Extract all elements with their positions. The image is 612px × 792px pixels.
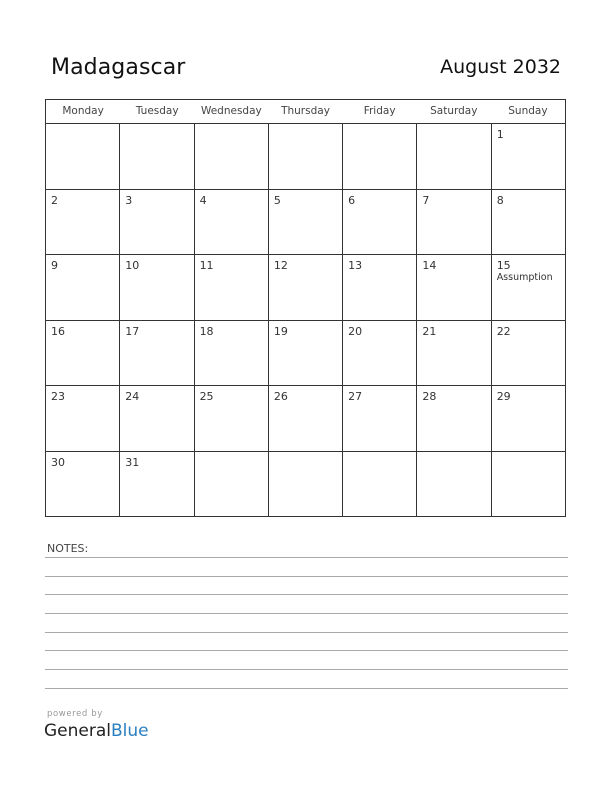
week-row-5 — [46, 386, 565, 452]
day-cell — [269, 386, 343, 451]
day-number: 18 — [199, 324, 214, 338]
day-number: 31 — [125, 455, 140, 469]
day-number: 30 — [51, 455, 65, 469]
week-row-4 — [46, 321, 565, 387]
day-number: 24 — [125, 390, 140, 403]
day-cell — [417, 321, 491, 386]
day-number: 1 — [496, 128, 504, 141]
weekday-wednesday: Wednesday — [200, 105, 262, 117]
day-cell — [120, 452, 194, 518]
powered-by-text: powered by — [47, 709, 103, 719]
day-number: 10 — [125, 259, 140, 272]
day-cell — [269, 255, 343, 320]
day-number: 20 — [348, 324, 363, 338]
weekday-thursday: Thursday — [281, 105, 330, 117]
day-number: 16 — [51, 324, 65, 338]
day-cell — [195, 321, 269, 386]
day-cell — [343, 190, 417, 255]
weekday-saturday: Saturday — [430, 105, 478, 117]
day-number: 4 — [199, 193, 207, 207]
day-cell — [46, 386, 120, 451]
day-number: 11 — [199, 259, 214, 272]
day-cell — [492, 124, 565, 189]
day-cell — [343, 124, 417, 189]
day-number: 12 — [273, 259, 288, 272]
day-cell — [417, 124, 491, 189]
day-cell — [46, 452, 120, 518]
day-cell — [492, 386, 565, 451]
notes-line — [45, 669, 568, 670]
notes-line — [45, 557, 568, 558]
day-cell — [343, 386, 417, 451]
day-cell — [417, 386, 491, 451]
day-number: 8 — [496, 193, 504, 207]
day-cell — [46, 255, 120, 320]
generalblue-logo[interactable] — [44, 721, 149, 741]
notes-line — [45, 688, 568, 689]
month-title: August 2032 — [440, 56, 561, 78]
day-cell — [492, 452, 565, 518]
day-number: 7 — [422, 193, 430, 207]
holiday-label: Assumption — [496, 272, 553, 283]
day-number: 9 — [51, 259, 58, 272]
day-number: 28 — [422, 390, 437, 403]
day-cell — [269, 452, 343, 518]
day-cell — [46, 190, 120, 255]
day-cell — [195, 255, 269, 320]
day-number: 22 — [496, 324, 511, 338]
week-row-1 — [46, 124, 565, 190]
day-cell — [120, 124, 194, 189]
week-row-6 — [46, 452, 565, 518]
day-cell — [417, 452, 491, 518]
day-cell — [195, 124, 269, 189]
day-cell — [269, 321, 343, 386]
notes-line — [45, 576, 568, 577]
day-number: 14 — [422, 259, 437, 272]
day-cell — [195, 452, 269, 518]
day-cell — [195, 386, 269, 451]
notes-line — [45, 613, 568, 614]
day-number: 3 — [125, 193, 133, 207]
day-cell — [269, 124, 343, 189]
day-number: 19 — [273, 324, 288, 338]
day-number: 5 — [273, 193, 281, 207]
day-number: 25 — [199, 390, 214, 403]
day-cell — [120, 255, 194, 320]
day-number: 6 — [348, 193, 356, 207]
calendar-grid — [45, 99, 566, 517]
country-title: Madagascar — [51, 55, 186, 80]
weekday-friday: Friday — [363, 105, 396, 117]
day-number: 15 — [496, 259, 511, 272]
notes-line — [45, 632, 568, 633]
weekday-sunday: Sunday — [508, 105, 548, 117]
notes-label: NOTES: — [47, 542, 89, 555]
day-number: 13 — [348, 259, 363, 272]
day-cell — [343, 321, 417, 386]
weekday-tuesday: Tuesday — [135, 105, 179, 117]
day-cell — [492, 255, 565, 320]
day-cell — [46, 321, 120, 386]
logo-general: General — [44, 721, 111, 741]
notes-line — [45, 594, 568, 595]
day-number: 17 — [125, 324, 140, 338]
day-number: 23 — [51, 390, 65, 403]
day-cell — [492, 190, 565, 255]
day-cell — [120, 386, 194, 451]
day-number: 21 — [422, 324, 437, 338]
day-number: 26 — [273, 390, 288, 403]
day-cell — [417, 190, 491, 255]
day-number: 29 — [496, 390, 511, 403]
day-number: 27 — [348, 390, 363, 403]
day-cell — [492, 321, 565, 386]
day-cell — [417, 255, 491, 320]
week-row-2 — [46, 190, 565, 256]
day-cell — [343, 452, 417, 518]
day-cell — [120, 321, 194, 386]
day-cell — [120, 190, 194, 255]
weekday-header-row — [46, 100, 565, 124]
notes-line — [45, 650, 568, 651]
week-row-3 — [46, 255, 565, 321]
day-cell — [343, 255, 417, 320]
day-cell — [195, 190, 269, 255]
day-number: 2 — [51, 193, 58, 207]
weekday-monday: Monday — [62, 105, 104, 117]
day-cell — [46, 124, 120, 189]
day-cell — [269, 190, 343, 255]
logo-blue: Blue — [111, 721, 149, 741]
